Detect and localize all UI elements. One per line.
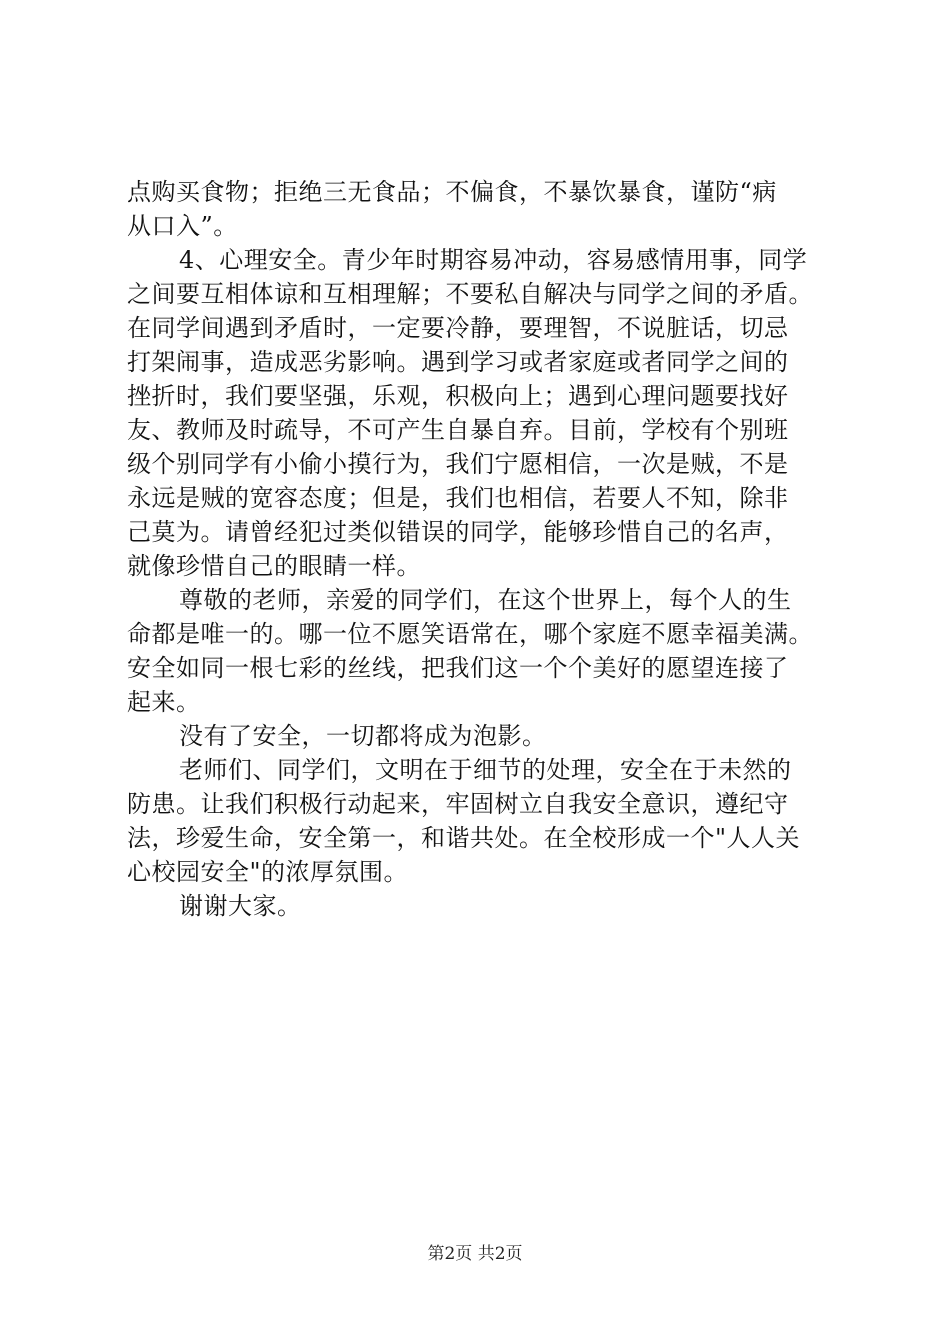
paragraph-start-line: 老师们、同学们，文明在于细节的处理，安全在于未然的 — [179, 756, 792, 784]
text-line: 永远是贼的宽容态度；但是，我们也相信，若要人不知，除非 — [127, 484, 789, 512]
paragraph-start-line: 没有了安全，一切都将成为泡影。 — [179, 722, 547, 750]
text-line: 点购买食物；拒绝三无食品；不偏食，不暴饮暴食，谨防“病 — [127, 178, 777, 206]
page-number-label: 第2页 共2页 — [427, 1244, 523, 1264]
page-footer — [0, 1243, 950, 1265]
text-line: 安全如同一根七彩的丝线，把我们这一个个美好的愿望连接了 — [127, 654, 789, 682]
text-line: 在同学间遇到矛盾时，一定要冷静，要理智，不说脏话，切忌 — [127, 314, 789, 342]
text-line: 命都是唯一的。哪一位不愿笑语常在，哪个家庭不愿幸福美满。 — [127, 620, 813, 648]
paragraph-start-line: 谢谢大家。 — [179, 892, 302, 920]
document-body — [127, 175, 847, 923]
text-line: 己莫为。请曾经犯过类似错误的同学，能够珍惜自己的名声， — [127, 518, 789, 546]
paragraph-start-line: 4、心理安全。青少年时期容易冲动，容易感情用事，同学 — [179, 246, 808, 274]
text-line: 级个别同学有小偷小摸行为，我们宁愿相信，一次是贼，不是 — [127, 450, 789, 478]
paragraph-start-line: 尊敬的老师，亲爱的同学们，在这个世界上，每个人的生 — [179, 586, 792, 614]
text-line: 防患。让我们积极行动起来，牢固树立自我安全意识，遵纪守 — [127, 790, 789, 818]
text-line: 心校园安全"的浓厚氛围。 — [127, 858, 409, 886]
text-line: 从口入”。 — [127, 212, 238, 240]
text-line: 之间要互相体谅和互相理解；不要私自解决与同学之间的矛盾。 — [127, 280, 813, 308]
text-line: 起来。 — [127, 688, 201, 716]
text-line: 友、教师及时疏导，不可产生自暴自弃。目前，学校有个别班 — [127, 416, 789, 444]
text-line: 挫折时，我们要坚强，乐观，积极向上；遇到心理问题要找好 — [127, 382, 789, 410]
text-line: 法，珍爱生命，安全第一，和谐共处。在全校形成一个"人人关 — [127, 824, 801, 852]
text-line: 就像珍惜自己的眼睛一样。 — [127, 552, 421, 580]
text-line: 打架闹事，造成恶劣影响。遇到学习或者家庭或者同学之间的 — [127, 348, 789, 376]
